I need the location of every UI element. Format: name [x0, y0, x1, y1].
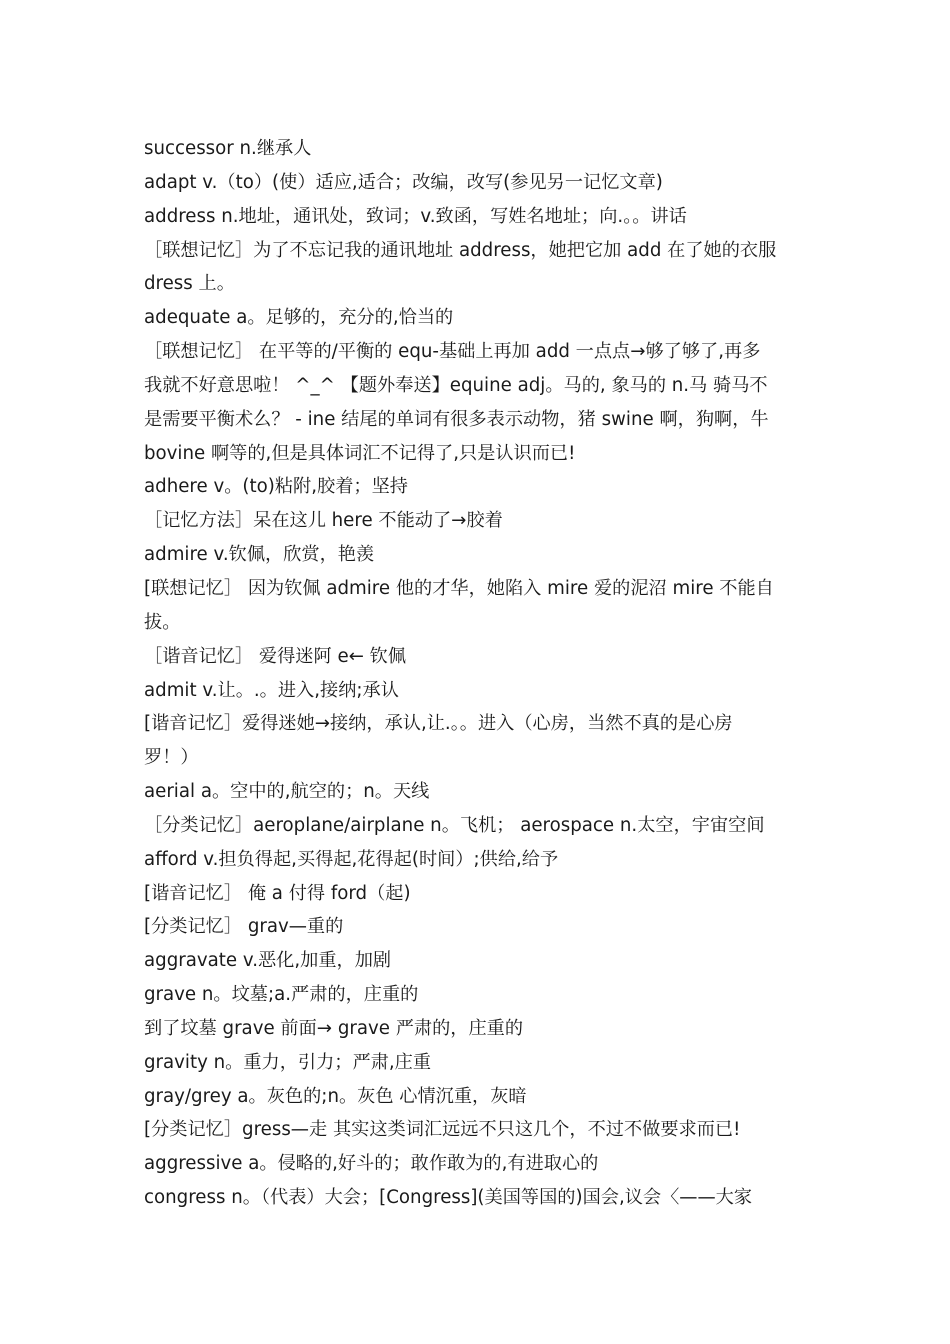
text-line: gravity n。重力，引力；严肃,庄重	[144, 1051, 432, 1073]
text-line: [分类记忆］ grav—重的	[144, 916, 344, 938]
text-line: ［联想记忆］为了不忘记我的通讯地址 address，她把它加 add 在了她的衣服	[144, 239, 777, 261]
text-line: congress n。（代表）大会；[Congress](美国等国的)国会,议会〈——大家	[144, 1187, 753, 1209]
text-line: grave n。坟墓;a.严肃的，庄重的	[144, 984, 419, 1006]
text-line: 我就不好意思啦！ ^_^ 【题外奉送】equine adj。马的, 象马的 n.马 骑马不	[144, 374, 768, 396]
text-line: [谐音记忆］爱得迷她→接纳，承认,让.。。进入（心房，当然不真的是心房	[144, 713, 733, 735]
text-line: ［分类记忆］aeroplane/airplane n。飞机； aerospace n.太空，宇宙空间	[144, 814, 765, 836]
text-line: [谐音记忆］ 俺 a 付得 ford（起)	[144, 882, 411, 904]
text-line: admire v.钦佩，欣赏，艳羡	[144, 544, 375, 566]
text-line: [分类记忆］gress—走 其实这类词汇远远不只这几个，不过不做要求而已!	[144, 1119, 741, 1141]
text-line: ［联想记忆］ 在平等的/平衡的 equ-基础上再加 add 一点点→够了够了,再多	[144, 341, 761, 363]
text-line: afford v.担负得起,买得起,花得起(时间）;供给,给予	[144, 848, 559, 870]
text-line: aggravate v.恶化,加重，加剧	[144, 950, 392, 972]
text-line: 罗！）	[144, 747, 199, 769]
vocabulary-text-body	[144, 132, 808, 1215]
text-line: [联想记忆］ 因为钦佩 admire 他的才华，她陷入 mire 爱的泥沼 mire 不能自	[144, 577, 774, 599]
text-line: adequate a。足够的，充分的,恰当的	[144, 307, 454, 329]
text-line: admit v.让。.。进入,接纳;承认	[144, 679, 399, 701]
text-line: 到了坟墓 grave 前面→ grave 严肃的，庄重的	[144, 1017, 524, 1039]
text-line: bovine 啊等的,但是具体词汇不记得了,只是认识而已!	[144, 442, 576, 464]
text-line: 是需要平衡术么？ - ine 结尾的单词有很多表示动物，猪 swine 啊，狗啊，牛	[144, 408, 769, 430]
text-line: aerial a。空中的,航空的；n。天线	[144, 781, 430, 803]
text-line: 拔。	[144, 611, 181, 633]
text-line: gray/grey a。灰色的;n。灰色 心情沉重，灰暗	[144, 1085, 527, 1107]
text-line: aggressive a。侵略的,好斗的；敢作敢为的,有进取心的	[144, 1153, 599, 1175]
text-line: address n.地址，通讯处，致词；v.致函，写姓名地址；向.。。讲话	[144, 205, 687, 227]
text-line: adapt v.（to）(使）适应,适合；改编，改写(参见另一记忆文章)	[144, 171, 663, 193]
text-line: adhere v。(to)粘附,胶着；坚持	[144, 476, 408, 498]
text-line: dress 上。	[144, 273, 235, 295]
text-line: ［谐音记忆］ 爱得迷阿 e← 钦佩	[144, 645, 407, 667]
text-line: successor n.继承人	[144, 138, 312, 159]
text-line: ［记忆方法］呆在这儿 here 不能动了→胶着	[144, 510, 503, 532]
